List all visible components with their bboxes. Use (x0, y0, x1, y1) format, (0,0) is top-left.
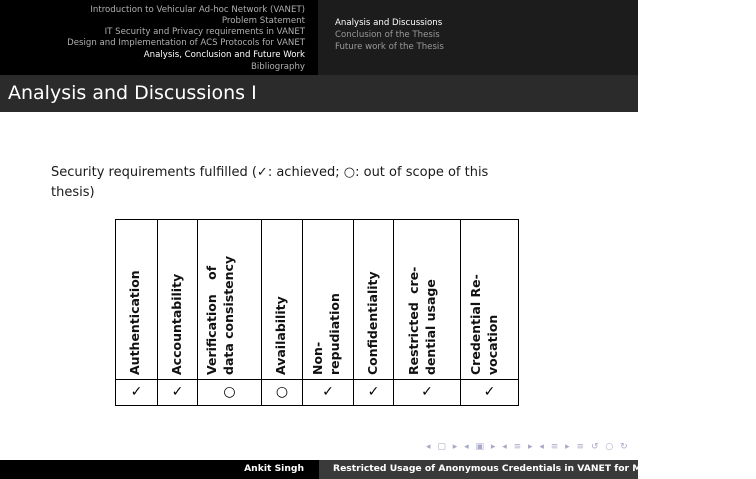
slide-title: Analysis and Discussions I (8, 82, 257, 104)
footer-title: Restricted Usage of Anonymous Credentials in VANET for Misbehaviour Detection (333, 463, 756, 474)
header-line: Verification of (204, 265, 219, 375)
column-header-accountability (168, 274, 185, 375)
footer-author: Ankit Singh (244, 463, 304, 474)
header-line: vocation (485, 314, 500, 375)
header-line: repudiation (327, 293, 342, 375)
footer-title-box (319, 460, 756, 479)
table-cell-authentication: ✓ (130, 384, 143, 400)
table-cell-restricted-usage: ✓ (421, 384, 433, 400)
toc-item-introduction[interactable]: Introduction to Vehicular Ad-hoc Network (VANET) (90, 5, 305, 15)
header-line: Accountability (169, 273, 184, 375)
column-divider (261, 219, 262, 406)
column-divider (353, 219, 354, 406)
table-cell-confidentiality: ✓ (367, 384, 380, 400)
header-line: data consistency (221, 255, 236, 375)
subsection-conclusion[interactable]: Conclusion of the Thesis (335, 30, 440, 40)
table-cell-non-repudiation: ✓ (322, 384, 334, 400)
toc-item-analysis-conclusion[interactable]: Analysis, Conclusion and Future Work (143, 50, 305, 60)
table-cell-verification: ○ (223, 384, 236, 400)
column-divider (302, 219, 303, 406)
table-cell-credential-revocation: ✓ (483, 384, 496, 400)
table-cell-accountability: ✓ (171, 384, 184, 400)
frame-title-bar (0, 75, 638, 112)
footer-author-box (0, 460, 319, 479)
subsection-list (318, 0, 638, 75)
header-line: Non- (310, 341, 325, 375)
column-header-credential-revocation (467, 274, 501, 375)
table-of-contents (0, 0, 313, 75)
column-divider (157, 219, 158, 406)
section-navigation-header (0, 0, 638, 75)
intro-text (51, 163, 591, 203)
subsection-future-work[interactable]: Future work of the Thesis (335, 42, 444, 52)
footer-bar (0, 460, 756, 479)
table-cell-availability: ○ (275, 384, 289, 400)
column-divider (460, 219, 461, 406)
column-header-restricted-usage (405, 267, 439, 375)
intro-line-2: thesis) (51, 185, 95, 200)
column-divider (393, 219, 394, 406)
column-header-authentication (126, 270, 143, 375)
intro-line-1: Security requirements fulfilled (✓: achieved; ○: out of scope of this (51, 165, 489, 180)
header-line: Credential Re- (468, 274, 483, 375)
header-line: Confidentiality (365, 271, 380, 375)
header-line: Availability (273, 296, 288, 375)
column-header-confidentiality (364, 271, 381, 375)
column-header-availability (272, 296, 289, 375)
header-line: Authentication (127, 270, 142, 375)
header-line: dential usage (423, 279, 438, 375)
toc-item-problem-statement[interactable]: Problem Statement (221, 16, 305, 26)
toc-item-bibliography[interactable]: Bibliography (250, 62, 305, 72)
subsection-analysis[interactable]: Analysis and Discussions (335, 18, 443, 28)
column-divider (197, 219, 198, 406)
header-line: Restricted cre- (406, 266, 421, 375)
toc-item-design-implementation[interactable]: Design and Implementation of ACS Protocols for VANET (67, 38, 305, 48)
toc-item-security-requirements[interactable]: IT Security and Privacy requirements in VANET (104, 27, 305, 37)
column-header-verification (203, 256, 237, 375)
beamer-navigation-controls[interactable]: ◂ ▢ ▸ ◂ ▣ ▸ ◂ ≡ ▸ ◂ ≡ ▸ ≡ ↺ ○ ↻ (426, 442, 630, 452)
column-header-non-repudiation (309, 293, 343, 375)
